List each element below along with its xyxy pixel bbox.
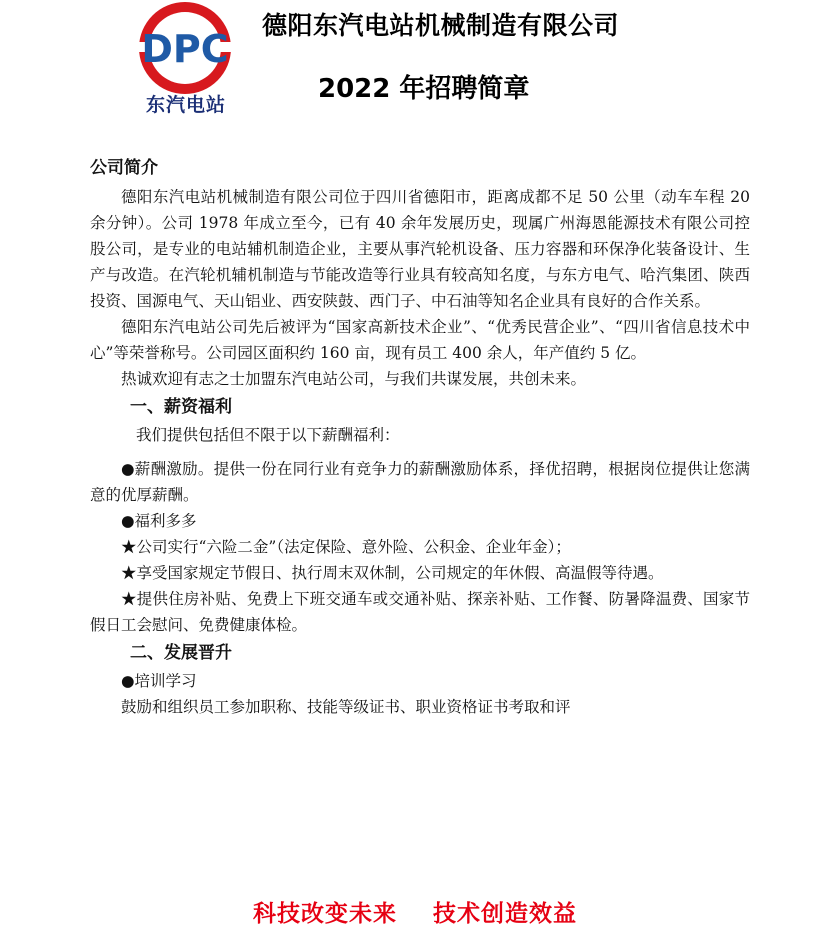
benefit-insurance: ★公司实行“六险二金”（法定保险、意外险、公积金、企业年金）； (121, 538, 571, 556)
intro-paragraph-2: 德阳东汽电站公司先后被评为“国家高新技术企业”、“优秀民营企业”、“四川省信息技术中心”等荣誉称号。公司园区面积约 160 亩，现有员工 400 余人，年产值约 5 亿。 (90, 318, 750, 362)
intro-paragraph-1: 德阳东汽电站机械制造有限公司位于四川省德阳市，距离成都不足 50 公里（动车车程 20 余分钟）。公司 1978 年成立至今，已有 40 余年发展历史，现属广州海恩能源技术有限公司控股公司，是专业的电站辅机制造企业，主要从事汽轮机设备、压力容器和环保净化装备设计、生产与改造。在汽轮机辅机制造与节能改造等行业具有较高知名度，与东方电气、哈汽集团、陕西投资、国源电气、天山铝业、西安陕鼓、西门子、中石油等知名企业具有良好的合作关系。 (90, 188, 750, 310)
document-title: 2022 年招聘简章 (318, 74, 530, 104)
benefit-subsidies: ★提供住房补贴、免费上下班交通车或交通补贴、探亲补贴、工作餐、防暑降温费、国家节假日工会慰问、免费健康体检。 (90, 590, 750, 634)
intro-paragraph-3: 热诚欢迎有志之士加盟东汽电站公司，与我们共谋发展，共创未来。 (121, 370, 587, 388)
benefit-holidays: ★享受国家规定节假日、执行周末双休制，公司规定的年休假、高温假等待遇。 (121, 564, 664, 582)
document-body (90, 152, 750, 720)
section-heading-benefits: 一、薪资福利 (130, 397, 232, 417)
development-text: 鼓励和组织员工参加职称、技能等级证书、职业资格证书考取和评 (121, 698, 571, 716)
logo-mark: DPC (141, 27, 229, 71)
company-name: 德阳东汽电站机械制造有限公司 (262, 11, 620, 40)
footer-slogan: 科技改变未来 技术创造效益 (252, 901, 578, 927)
benefits-lead: 我们提供包括但不限于以下薪酬福利： (136, 426, 400, 444)
development-training: ●培训学习 (121, 672, 197, 690)
section-heading-development: 二、发展晋升 (130, 643, 232, 663)
logo-text: 东汽电站 (145, 94, 226, 116)
intro-heading: 公司简介 (90, 158, 158, 178)
benefit-salary: ●薪酬激励。提供一份在同行业有竞争力的薪酬激励体系，择优招聘，根据岗位提供让您满意的优厚薪酬。 (90, 460, 750, 504)
benefit-welfare: ●福利多多 (121, 512, 197, 530)
